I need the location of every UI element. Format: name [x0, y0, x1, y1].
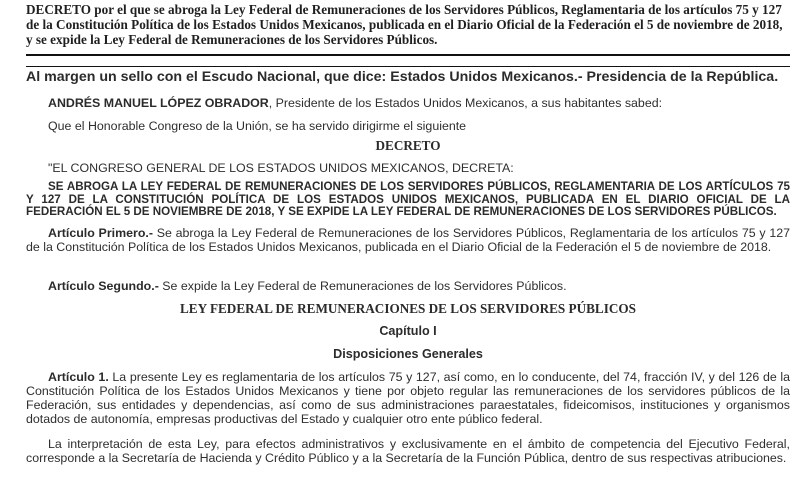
- articulo-segundo-text: Se expide la Ley Federal de Remuneraciones de los Servidores Públicos.: [158, 279, 567, 293]
- president-paragraph: [26, 96, 790, 110]
- decreta-paragraph: "EL CONGRESO GENERAL DE LOS ESTADOS UNIDOS MEXICANOS, DECRETA:: [48, 161, 514, 175]
- decree-summary-caps: SE ABROGA LA LEY FEDERAL DE REMUNERACIONES DE LOS SERVIDORES PÚBLICOS, REGLAMENTARIA DE LOS ARTÍCULOS 75 Y 127 DE LA CONSTITUCIÓN POLÍTICA DE LOS ESTADOS UNIDOS MEXICANOS, PUBLICADA EN EL DIARIO OFICIAL DE LA FEDERACIÓN EL 5 DE NOVIEMBRE DE 2018, Y SE EXPIDE LA LEY FEDERAL DE REMUNERACIONES DE LOS SERVIDORES PÚBLICOS.: [26, 180, 790, 218]
- articulo-primero-label: Artículo Primero.-: [48, 226, 153, 240]
- decree-title: DECRETO por el que se abroga la Ley Federal de Remuneraciones de los Servidores Públicos, Reglamentaria de los artículos 75 y 127 de la Constitución Política de los Estados Unidos Mexicanos, publicada en el Diario Oficial de la Federación el 5 de noviembre de 2018, y se expide la Ley Federal de Remuneraciones de los Servidores Públicos.: [26, 2, 783, 47]
- law-title-heading: LEY FEDERAL DE REMUNERACIONES DE LOS SERVIDORES PÚBLICOS: [180, 301, 636, 316]
- articulo-segundo-label: Artículo Segundo.-: [48, 279, 159, 293]
- margin-note: Al margen un sello con el Escudo Nacional, que dice: Estados Unidos Mexicanos.- Presidencia de la República.: [26, 69, 779, 85]
- articulo-segundo-paragraph: [26, 279, 790, 293]
- chapter-title-heading: Disposiciones Generales: [333, 347, 483, 361]
- articulo-1-text: La presente Ley es reglamentaria de los artículos 75 y 127, así como, en lo conducente, del 74, fracción IV, y del 126 de la Constitución Política de los Estados Unidos Mexicanos y tiene por objeto regular las remuneraciones de los servidores públicos de la Federación, sus entidades y dependencias, así como de sus administraciones paraestatales, fideicomisos, instituciones y organismos dotados de autonomía, empresas productivas del Estado y cualquier otro ente público federal.: [26, 370, 790, 426]
- title-rule-thick: [26, 54, 790, 56]
- articulo-primero-text: Se abroga la Ley Federal de Remuneraciones de los Servidores Públicos, Reglamentaria de los artículos 75 y 127 de la Constitución Política de los Estados Unidos Mexicanos, publicada en el Diario Oficial de la Federación el 5 de noviembre de 2018.: [26, 226, 790, 254]
- document-page: [26, 0, 790, 465]
- title-rule-thin: [26, 66, 790, 67]
- articulo-primero-paragraph: [26, 226, 790, 254]
- interpretacion-paragraph: La interpretación de esta Ley, para efectos administrativos y exclusivamente en el ámbito de competencia del Ejecutivo Federal, corresponde a la Secretaría de Hacienda y Crédito Público y a la Secretaría de la Función Pública, dentro de sus respectivas atribuciones.: [26, 437, 790, 465]
- president-name: ANDRÉS MANUEL LÓPEZ OBRADOR: [48, 96, 269, 110]
- congress-paragraph: Que el Honorable Congreso de la Unión, se ha servido dirigirme el siguiente: [48, 119, 467, 133]
- chapter-heading: Capítulo I: [379, 324, 437, 338]
- president-text: , Presidente de los Estados Unidos Mexicanos, a sus habitantes sabed:: [268, 96, 663, 110]
- articulo-1-label: Artículo 1.: [48, 370, 109, 384]
- decreto-heading: DECRETO: [375, 138, 441, 153]
- articulo-1-paragraph: [26, 370, 790, 426]
